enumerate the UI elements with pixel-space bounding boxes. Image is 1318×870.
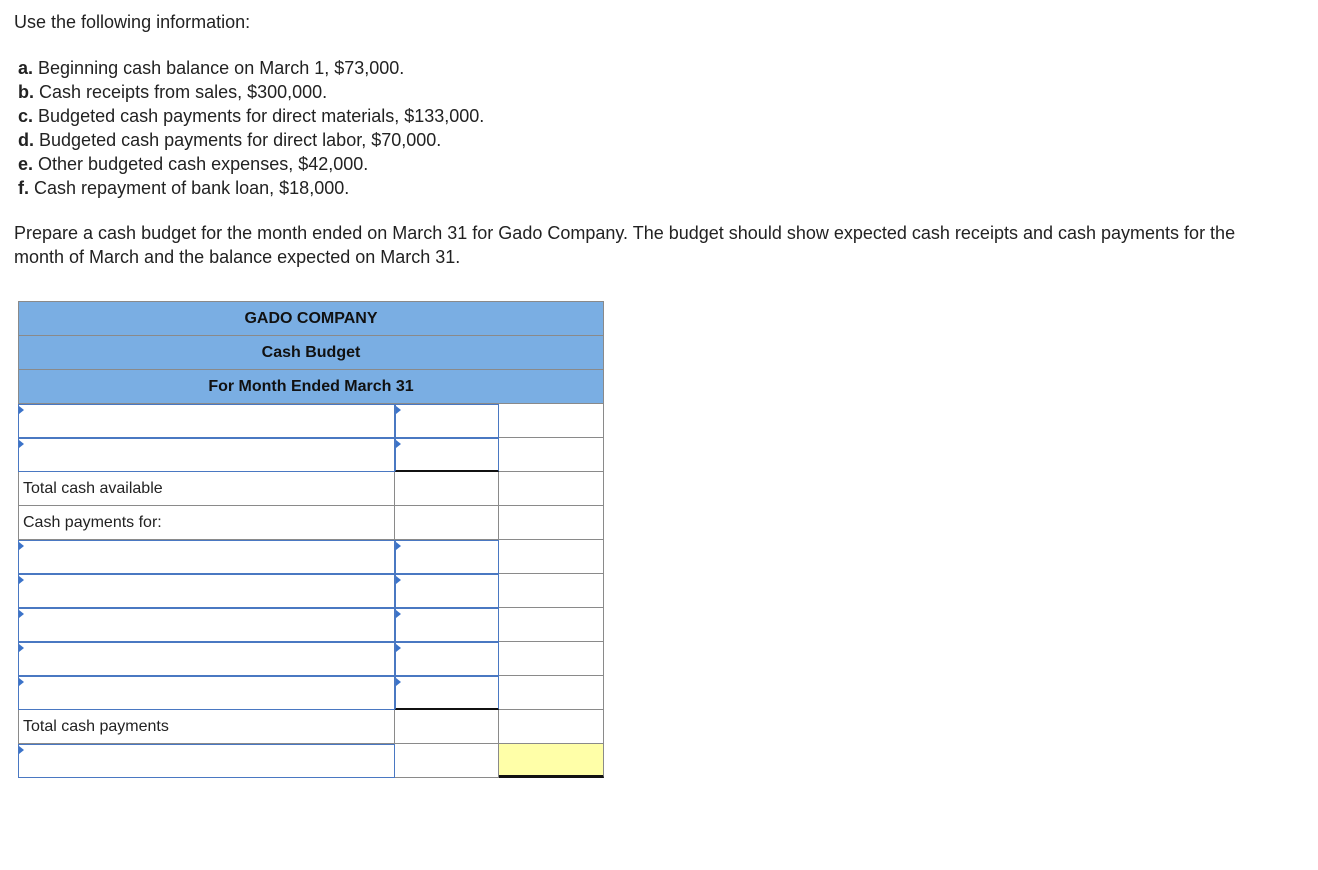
company-name-header: GADO COMPANY (18, 301, 604, 335)
label-dropdown[interactable] (18, 642, 395, 676)
budget-title-header: Cash Budget (18, 335, 604, 369)
label-dropdown[interactable] (18, 676, 395, 710)
info-item-f (18, 176, 484, 200)
total-cell (499, 574, 604, 608)
item-letter: e. (18, 154, 34, 174)
dropdown-arrow-icon (19, 610, 24, 618)
item-text: Beginning cash balance on March 1, $73,000. (38, 58, 405, 78)
total-cell (499, 642, 604, 676)
item-letter: b. (18, 82, 34, 102)
label-dropdown[interactable] (18, 744, 395, 778)
dropdown-arrow-icon (396, 644, 401, 652)
total-cell (499, 676, 604, 710)
info-item-e (18, 152, 484, 176)
total-cell (499, 710, 604, 744)
item-letter: c. (18, 106, 34, 126)
table-row (18, 506, 604, 540)
amount-input[interactable] (395, 642, 499, 676)
table-row (18, 574, 604, 608)
info-item-d (18, 128, 484, 152)
table-row (18, 438, 604, 472)
dropdown-arrow-icon (19, 644, 24, 652)
intro-text: Use the following information: (14, 12, 251, 32)
amount-cell (395, 710, 499, 744)
amount-cell (395, 744, 499, 778)
amount-input[interactable] (395, 676, 499, 710)
dropdown-arrow-icon (19, 542, 24, 550)
amount-input[interactable] (395, 608, 499, 642)
amount-cell (395, 506, 499, 540)
item-text: Budgeted cash payments for direct materials, $133,000. (38, 106, 485, 126)
info-item-a (18, 56, 484, 80)
item-text: Cash repayment of bank loan, $18,000. (34, 178, 350, 198)
dropdown-arrow-icon (396, 610, 401, 618)
budget-period-header: For Month Ended March 31 (18, 369, 604, 404)
label-dropdown[interactable] (18, 438, 395, 472)
item-text: Cash receipts from sales, $300,000. (39, 82, 328, 102)
table-row (18, 744, 604, 778)
amount-input[interactable] (395, 438, 499, 472)
dropdown-arrow-icon (396, 542, 401, 550)
total-cell (499, 472, 604, 506)
total-cash-available-label: Total cash available (18, 472, 395, 506)
label-dropdown[interactable] (18, 404, 395, 438)
amount-cell (395, 472, 499, 506)
ending-balance-input[interactable] (499, 744, 604, 778)
dropdown-arrow-icon (396, 406, 401, 414)
table-row (18, 676, 604, 710)
total-cell (499, 404, 604, 438)
dropdown-arrow-icon (19, 440, 24, 448)
info-item-b (18, 80, 484, 104)
label-dropdown[interactable] (18, 540, 395, 574)
total-cell (499, 540, 604, 574)
item-text: Other budgeted cash expenses, $42,000. (38, 154, 369, 174)
table-row (18, 642, 604, 676)
info-item-c (18, 104, 484, 128)
dropdown-arrow-icon (19, 576, 24, 584)
total-cash-payments-label: Total cash payments (18, 710, 395, 744)
table-row (18, 710, 604, 744)
dropdown-arrow-icon (396, 440, 401, 448)
table-row (18, 540, 604, 574)
label-dropdown[interactable] (18, 608, 395, 642)
label-dropdown[interactable] (18, 574, 395, 608)
instructions-text: Prepare a cash budget for the month ended on March 31 for Gado Company. The budget should show expected cash receipts and cash payments for the month of March and the balance expected on March 31. (14, 223, 1236, 267)
total-cell (499, 608, 604, 642)
dropdown-arrow-icon (396, 576, 401, 584)
info-list (18, 56, 484, 200)
amount-input[interactable] (395, 574, 499, 608)
table-row (18, 608, 604, 642)
dropdown-arrow-icon (396, 678, 401, 686)
cash-budget-table (18, 301, 604, 778)
total-cell (499, 506, 604, 540)
table-row (18, 472, 604, 506)
amount-input[interactable] (395, 540, 499, 574)
item-letter: f. (18, 178, 29, 198)
total-cell (499, 438, 604, 472)
item-text: Budgeted cash payments for direct labor, $70,000. (39, 130, 442, 150)
item-letter: a. (18, 58, 34, 78)
amount-input[interactable] (395, 404, 499, 438)
dropdown-arrow-icon (19, 746, 24, 754)
cash-payments-for-label: Cash payments for: (18, 506, 395, 540)
table-row (18, 404, 604, 438)
dropdown-arrow-icon (19, 406, 24, 414)
item-letter: d. (18, 130, 34, 150)
dropdown-arrow-icon (19, 678, 24, 686)
